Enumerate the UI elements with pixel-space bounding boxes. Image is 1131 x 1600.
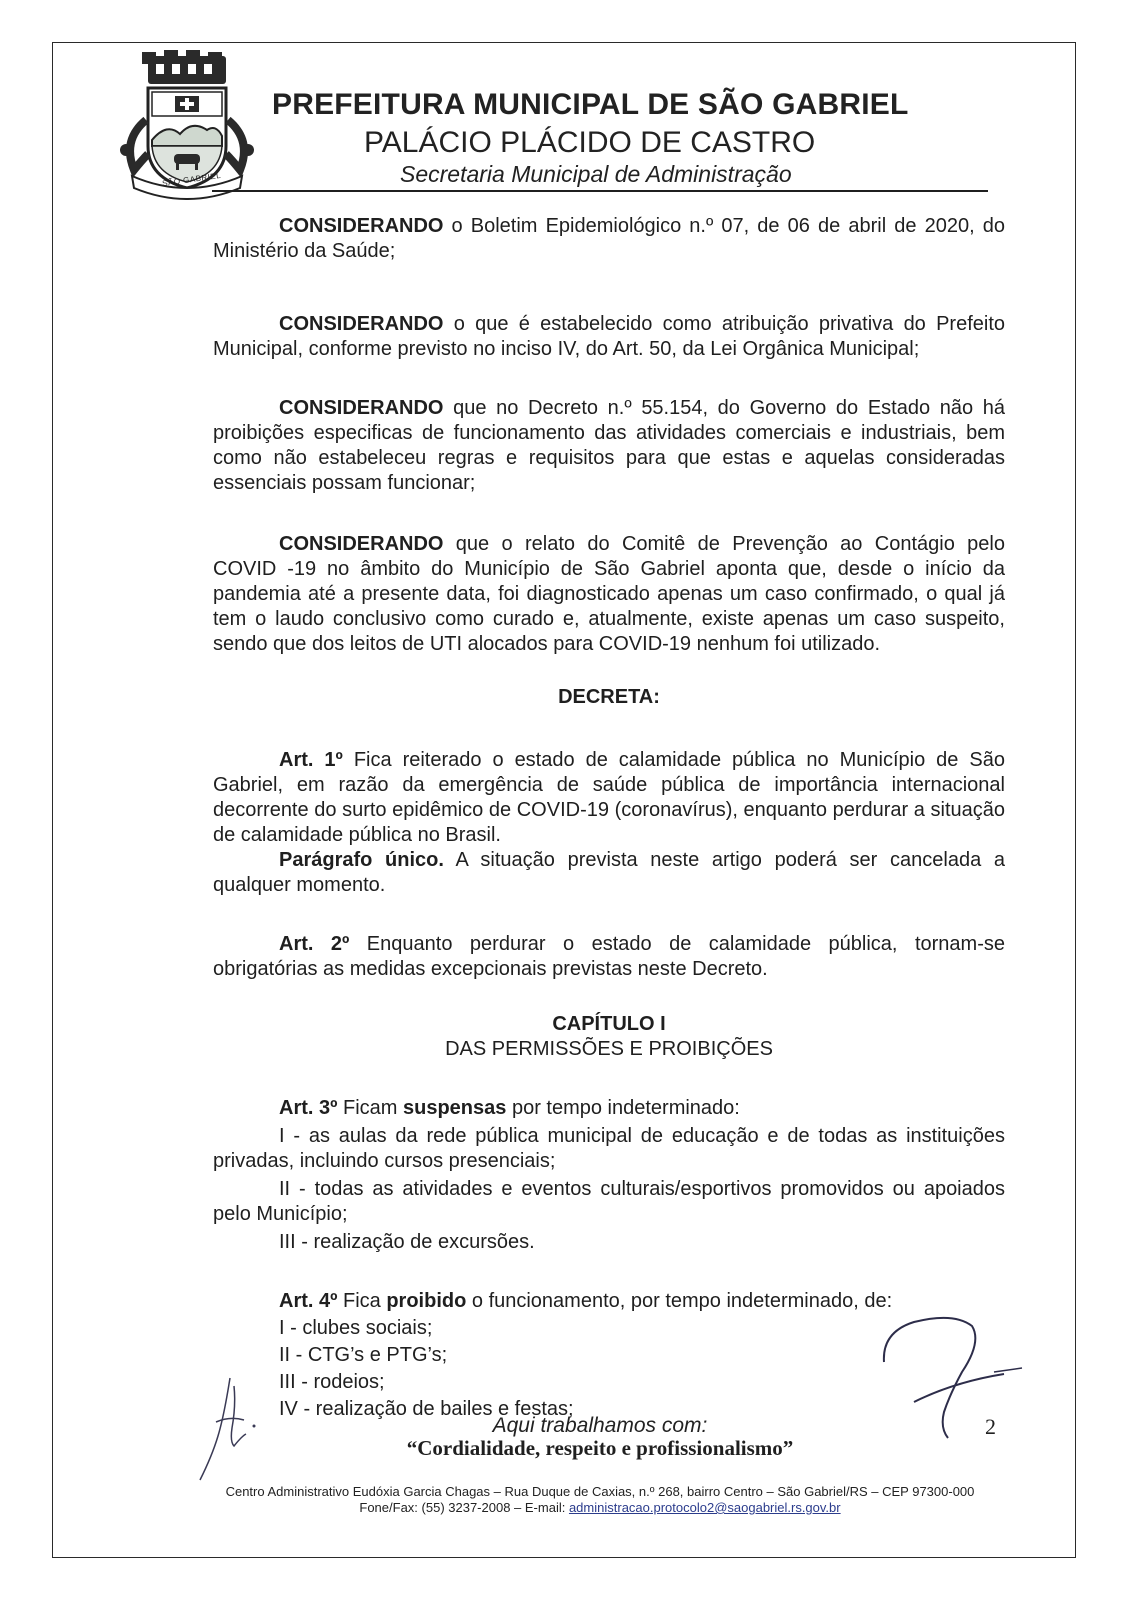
- decree-body: [213, 214, 1005, 1422]
- footer-contact: [210, 1500, 990, 1515]
- article-text: Enquanto perdurar o estado de calamidade pública, tornam-se obrigatórias as medidas excepcionais previstas neste Decreto.: [213, 933, 1005, 980]
- considerando-text: que o relato do Comitê de Prevenção ao Contágio pelo COVID -19 no âmbito do Município de São Gabriel aponta que, desde o início da pandemia até a presente data, foi diagnosticado apenas um caso confirmado, o qual já tem o laudo conclusivo como curado e, atualmente, existe apenas um caso suspeito, sendo que dos leitos de UTI alocados para COVID-19 nenhum foi utilizado.: [213, 533, 1005, 655]
- article-lead: Art. 4º: [279, 1290, 338, 1312]
- chapter-title: DAS PERMISSÕES E PROIBIÇÕES: [445, 1038, 773, 1060]
- article-3-item: III - realização de excursões.: [279, 1231, 535, 1253]
- article-lead: Art. 1º: [279, 749, 343, 771]
- considerando-lead: CONSIDERANDO: [279, 397, 444, 419]
- footer-motto: Aqui trabalhamos com:: [492, 1414, 708, 1437]
- secretariat-subtitle: Secretaria Municipal de Administração: [400, 161, 792, 187]
- palace-subtitle: PALÁCIO PLÁCIDO DE CASTRO: [364, 126, 816, 159]
- considerando-text: o Boletim Epidemiológico n.º 07, de 06 de abril de 2020, do Ministério da Saúde;: [213, 215, 1005, 262]
- article-emphasis: suspensas: [403, 1097, 507, 1119]
- article-2: [213, 932, 1005, 982]
- considerando-lead: CONSIDERANDO: [279, 533, 444, 555]
- chapter-number: CAPÍTULO I: [552, 1013, 666, 1035]
- considerando-paragraph-1: [213, 214, 1005, 264]
- article-4: Art. 4º Fica proibido o funcionamento, por tempo indeterminado, de:: [279, 1290, 893, 1312]
- considerando-paragraph-3: [213, 396, 1005, 496]
- article-lead: Art. 3º: [279, 1097, 338, 1119]
- crest-ribbon-label: SÃO GABRIEL: [161, 170, 222, 189]
- considerando-paragraph-4: [213, 532, 1005, 657]
- initials-signature-icon: [190, 1376, 270, 1486]
- footer-slogan: “Cordialidade, respeito e profissionalismo”: [406, 1436, 794, 1460]
- article-text: Fica reiterado o estado de calamidade pública no Município de São Gabriel, em razão da emergência de saúde pública de importância internacional decorrente do surto epidêmico de COVID-19 (coronavírus), enquanto perdurar a situação de calamidade pública no Brasil.: [213, 749, 1005, 846]
- article-3-item: II - todas as atividades e eventos culturais/esportivos promovidos ou apoiados pelo Município;: [213, 1178, 1005, 1225]
- paragraph-text: A situação prevista neste artigo poderá ser cancelada a qualquer momento.: [213, 849, 1006, 896]
- footer-phone: Fone/Fax: (55) 3237-2008 – E-mail:: [359, 1500, 569, 1515]
- article-3: Art. 3º Ficam suspensas por tempo indeterminado:: [279, 1097, 740, 1119]
- considerando-text: que no Decreto n.º 55.154, do Governo do Estado não há proibições especificas de funcionamento das atividades comerciais e industriais, bem como não estabeleceu regras e requisitos para que estas e aquelas consideradas essenciais possam funcionar;: [213, 397, 1005, 494]
- footer-email-link[interactable]: administracao.protocolo2@saogabriel.rs.gov.br: [568, 1500, 841, 1515]
- header-divider: [212, 190, 988, 192]
- article-4-item: III - rodeios;: [279, 1371, 385, 1393]
- article-1-sole-paragraph: [213, 848, 1005, 898]
- considerando-lead: CONSIDERANDO: [279, 215, 444, 237]
- decreta-heading: DECRETA:: [558, 686, 660, 708]
- article-4-item: I - clubes sociais;: [279, 1317, 433, 1339]
- signature-icon: [874, 1312, 1024, 1442]
- article-4-item: IV - realização de bailes e festas;: [279, 1398, 574, 1420]
- considerando-lead: CONSIDERANDO: [279, 313, 444, 335]
- article-3-item: I - as aulas da rede pública municipal de educação e de todas as instituições privadas, incluindo cursos presenciais;: [213, 1125, 1005, 1172]
- considerando-text: o que é estabelecido como atribuição privativa do Prefeito Municipal, conforme previsto no inciso IV, do Art. 50, da Lei Orgânica Municipal;: [213, 313, 1005, 360]
- footer-address: Centro Administrativo Eudóxia Garcia Chagas – Rua Duque de Caxias, n.º 268, bairro Centro – São Gabriel/RS – CEP 97300-000: [225, 1484, 975, 1499]
- prefecture-title: PREFEITURA MUNICIPAL DE SÃO GABRIEL: [272, 88, 909, 121]
- page-number: 2: [985, 1414, 996, 1439]
- article-1: [213, 748, 1005, 848]
- paragraph-lead: Parágrafo único.: [279, 849, 444, 871]
- article-lead: Art. 2º: [279, 933, 350, 955]
- article-4-item: II - CTG’s e PTG’s;: [279, 1344, 448, 1366]
- considerando-paragraph-2: [213, 312, 1005, 362]
- article-emphasis: proibido: [386, 1290, 467, 1312]
